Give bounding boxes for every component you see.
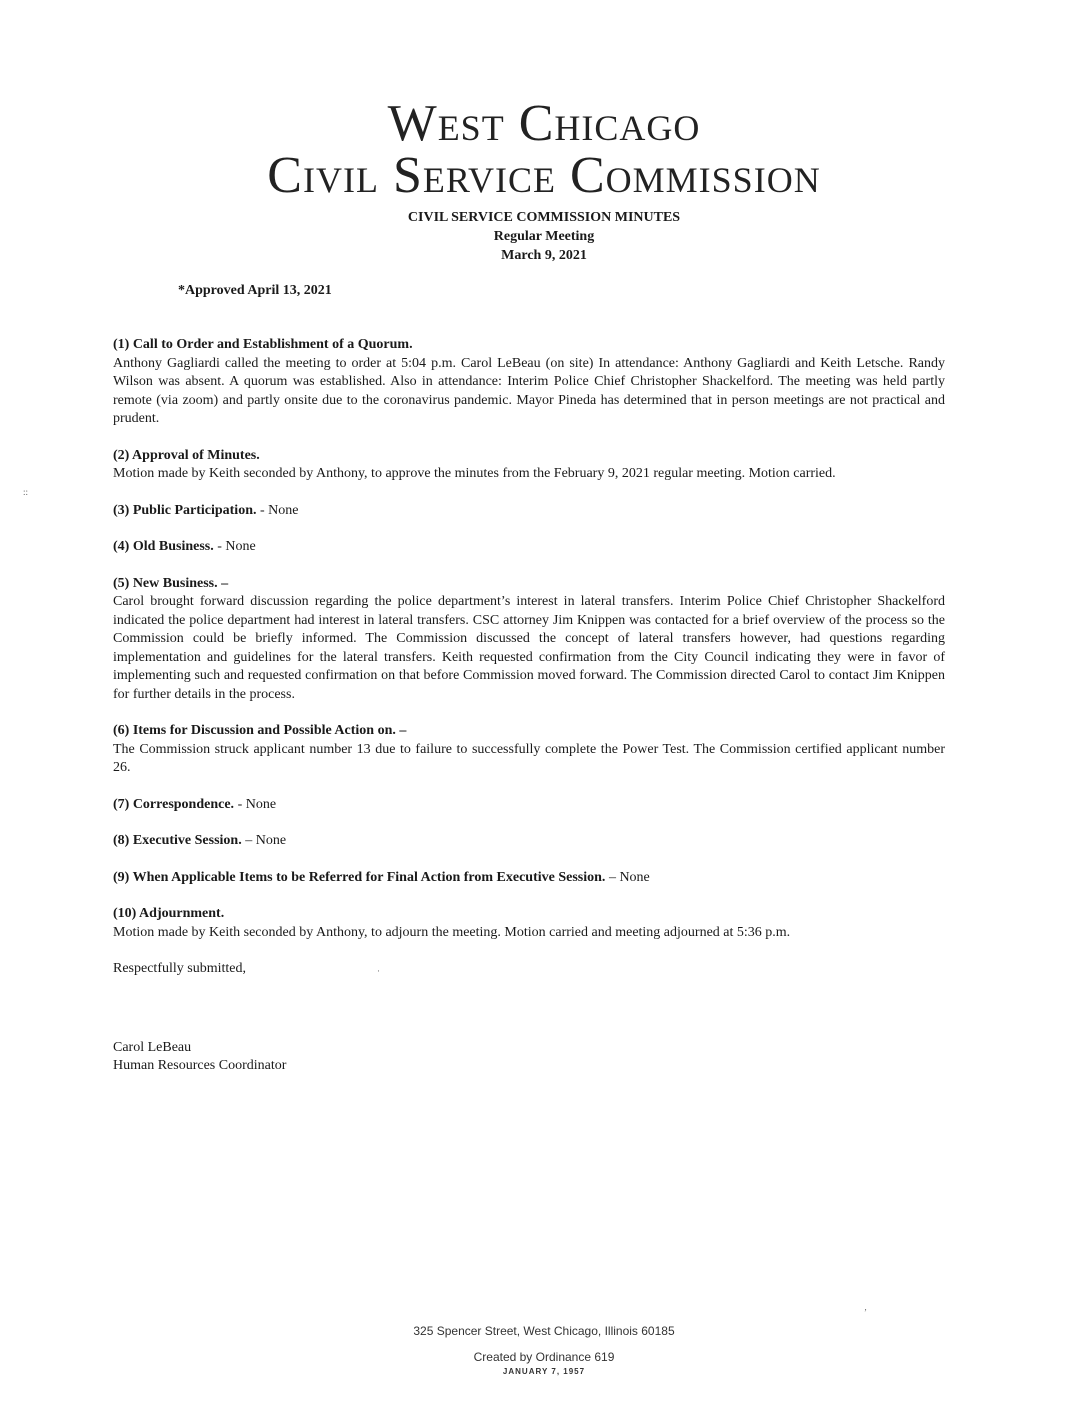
footer-date: JANUARY 7, 1957 [502,1367,586,1376]
footer-ordinance: Created by Ordinance 619 [473,1350,615,1364]
section-approval-of-minutes [113,447,945,484]
section-title: (5) New Business. – [113,575,229,591]
signer-role: Human Resources Coordinator [113,1058,287,1073]
section-title: (1) Call to Order and Establishment of a Quorum. [113,337,413,352]
minutes-body [113,336,945,1076]
section-items-for-discussion [113,722,945,778]
signature-block [113,1039,945,1076]
masthead-line-2: Civil Service Commission [267,147,821,204]
footer-address: 325 Spencer Street, West Chicago, Illinois 60185 [413,1324,675,1338]
section-title: (9) When Applicable Items to be Referred for Final Action from Executive Session. [113,869,606,885]
section-title: (4) Old Business. [113,539,214,554]
section-title: (10) Adjournment. [113,906,225,921]
section-correspondence [113,796,945,815]
section-status: - None [213,539,256,554]
section-status: – None [605,869,650,885]
section-public-participation [113,502,945,521]
section-title: (7) Correspondence. [113,796,235,812]
section-adjournment [113,905,945,942]
minutes-title: CIVIL SERVICE COMMISSION MINUTES [407,210,681,225]
meeting-date: March 9, 2021 [501,248,587,263]
minutes-heading [0,208,1088,265]
section-title: (2) Approval of Minutes. [113,447,260,463]
scan-mark: · [377,966,380,976]
signer-name: Carol LeBeau [113,1039,192,1055]
section-call-to-order [113,336,945,429]
masthead-line-1: West Chicago [387,95,701,152]
section-text: Motion made by Keith seconded by Anthony, to approve the minutes from the February 9, 2021 regular meeting. Motion carried. [113,466,836,481]
section-text: The Commission struck applicant number 13 due to failure to successfully complete the Power Test. The Commission certified applicant number 26. [113,741,945,775]
section-referred-items [113,869,945,888]
section-status: – None [241,833,287,848]
section-title: (6) Items for Discussion and Possible Action on. – [113,723,407,738]
section-title: (3) Public Participation. [113,502,257,518]
section-old-business [113,538,945,557]
closing-line: Respectfully submitted, [113,961,246,976]
scan-mark: ‚ [864,1302,867,1312]
meeting-type: Regular Meeting [493,229,595,244]
section-text: Motion made by Keith seconded by Anthony, to adjourn the meeting. Motion carried and meeting adjourned at 5:36 p.m. [113,924,791,940]
scan-mark: :: [23,487,29,497]
section-text: Anthony Gagliardi called the meeting to order at 5:04 p.m. Carol LeBeau (on site) In attendance: Anthony Gagliardi and Keith Letsche. Randy Wilson was absent. A quorum was established. Also in attendance: Interim Police Chief Christopher Shackelford. The meeting was held partly remote (via zoom) and partly onsite due to the coronavirus pandemic. Mayor Pineda has determined that in person meetings are not practical and prudent. [113,355,945,426]
section-status: - None [256,502,299,518]
section-text: Carol brought forward discussion regarding the police department’s interest in lateral transfers. Interim Police Chief Christopher Shackelford indicated the police department had interest in lateral transfers. CSC attorney Jim Knippen was contacted for a brief overview of the process so the Commission could be briefly informed. The Commission discussed the concept of lateral transfers however, had questions regarding implementation and guidelines for the lateral transfers. Keith requested confirmation from the City Council indicating they were in favor of implementing such and requested confirmation on that before Commission moved forward. The Commission directed Carol to contact Jim Knippen for further details in the process. [113,594,945,702]
approval-note: *Approved April 13, 2021 [178,283,332,298]
section-title: (8) Executive Session. [113,833,242,848]
section-status: - None [234,796,277,812]
section-new-business [113,575,945,705]
section-executive-session [113,832,945,851]
